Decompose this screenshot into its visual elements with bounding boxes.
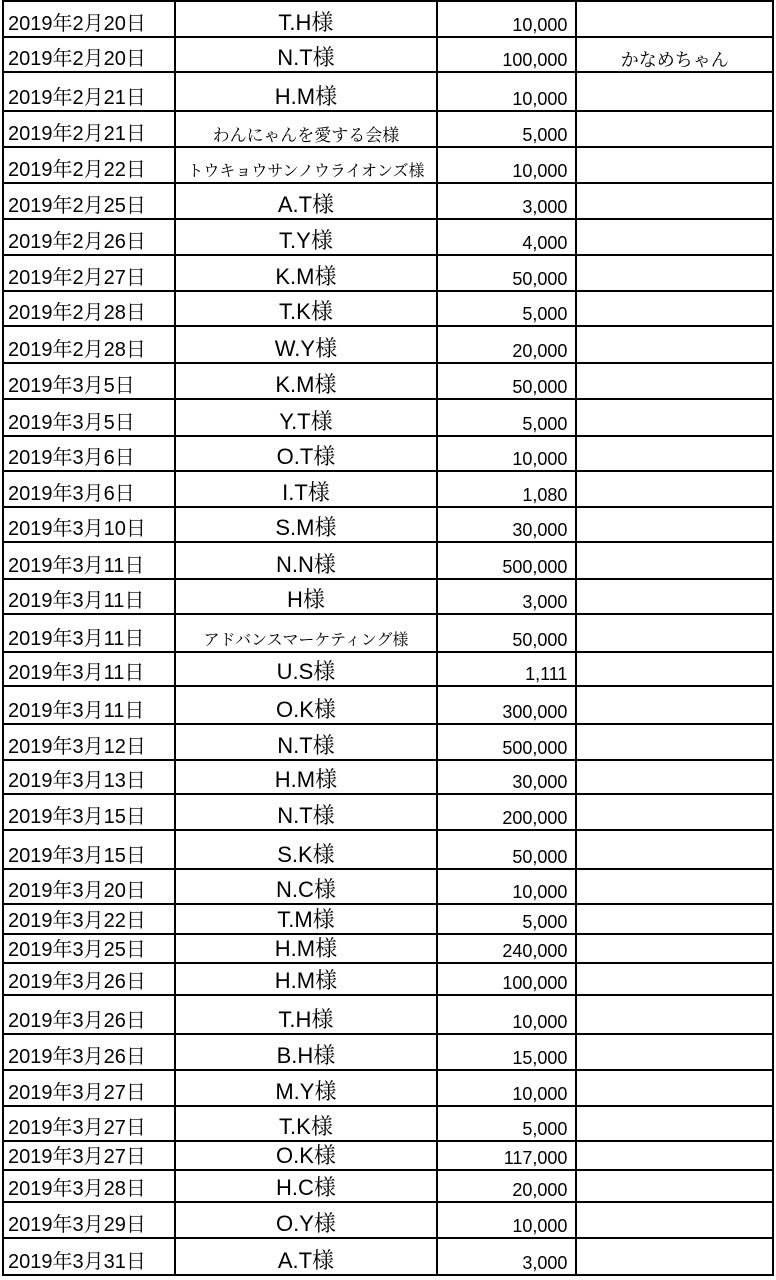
table-row (3, 436, 773, 471)
date-cell: 2019年3月27日 (3, 1070, 175, 1106)
donor-name-cell: T.M様 (175, 904, 436, 934)
note-cell (576, 1202, 773, 1238)
table-row (3, 363, 773, 399)
note-cell (576, 471, 773, 506)
donor-name-cell: H.M様 (175, 934, 436, 963)
table-row (3, 686, 773, 724)
donor-name-cell: I.T様 (175, 471, 436, 506)
table-row (3, 1, 773, 37)
note-cell (576, 724, 773, 760)
date-cell: 2019年2月21日 (3, 72, 175, 111)
table-row (3, 111, 773, 147)
donor-name-cell: N.N様 (175, 542, 436, 579)
donor-name-cell: W.Y様 (175, 326, 436, 363)
note-cell (576, 934, 773, 963)
note-cell (576, 72, 773, 111)
amount-cell: 10,000 (437, 1, 577, 37)
date-cell: 2019年3月15日 (3, 830, 175, 868)
donor-name-cell: O.T様 (175, 436, 436, 471)
table-row (3, 1141, 773, 1170)
date-cell: 2019年2月28日 (3, 291, 175, 326)
note-cell (576, 1170, 773, 1201)
donor-name-cell: Y.T様 (175, 399, 436, 436)
table-row (3, 291, 773, 326)
table-row (3, 830, 773, 868)
amount-cell: 20,000 (437, 1170, 577, 1201)
date-cell: 2019年3月20日 (3, 869, 175, 904)
table-row (3, 147, 773, 182)
amount-cell: 100,000 (437, 37, 577, 72)
table-row (3, 652, 773, 686)
table-row (3, 794, 773, 830)
donor-name-cell: トウキョウサンノウライオンズ様 (175, 147, 436, 182)
date-cell: 2019年3月11日 (3, 614, 175, 652)
donor-name-cell: O.K様 (175, 686, 436, 724)
amount-cell: 20,000 (437, 326, 577, 363)
note-cell (576, 436, 773, 471)
amount-cell: 5,000 (437, 1106, 577, 1141)
date-cell: 2019年2月25日 (3, 183, 175, 219)
donor-name-cell: T.H様 (175, 1, 436, 37)
date-cell: 2019年3月27日 (3, 1141, 175, 1170)
date-cell: 2019年3月5日 (3, 399, 175, 436)
donor-name-cell: A.T様 (175, 1238, 436, 1275)
note-cell (576, 399, 773, 436)
donor-name-cell: N.T様 (175, 794, 436, 830)
donor-name-cell: O.Y様 (175, 1202, 436, 1238)
date-cell: 2019年3月26日 (3, 1034, 175, 1070)
amount-cell: 200,000 (437, 794, 577, 830)
table-row (3, 399, 773, 436)
table-row (3, 542, 773, 579)
table-row (3, 614, 773, 652)
date-cell: 2019年3月11日 (3, 579, 175, 614)
donor-name-cell: K.M様 (175, 255, 436, 291)
amount-cell: 5,000 (437, 399, 577, 436)
date-cell: 2019年3月5日 (3, 363, 175, 399)
donor-name-cell: K.M様 (175, 363, 436, 399)
amount-cell: 4,000 (437, 219, 577, 255)
table-row (3, 326, 773, 363)
table-row (3, 183, 773, 219)
note-cell (576, 111, 773, 147)
note-cell (576, 255, 773, 291)
note-cell (576, 995, 773, 1034)
date-cell: 2019年3月6日 (3, 471, 175, 506)
donor-name-cell: N.C様 (175, 869, 436, 904)
date-cell: 2019年3月22日 (3, 904, 175, 934)
donor-name-cell: H様 (175, 579, 436, 614)
note-cell (576, 614, 773, 652)
note-cell (576, 869, 773, 904)
donor-name-cell: T.K様 (175, 291, 436, 326)
date-cell: 2019年2月20日 (3, 1, 175, 37)
amount-cell: 10,000 (437, 869, 577, 904)
date-cell: 2019年2月20日 (3, 37, 175, 72)
table-row (3, 963, 773, 995)
amount-cell: 1,080 (437, 471, 577, 506)
amount-cell: 10,000 (437, 72, 577, 111)
donor-name-cell: T.H様 (175, 995, 436, 1034)
table-row (3, 1070, 773, 1106)
donation-table (2, 0, 774, 1276)
note-cell (576, 291, 773, 326)
note-cell (576, 1141, 773, 1170)
date-cell: 2019年2月21日 (3, 111, 175, 147)
note-cell (576, 760, 773, 794)
amount-cell: 10,000 (437, 1202, 577, 1238)
donor-name-cell: アドバンスマーケティング様 (175, 614, 436, 652)
amount-cell: 300,000 (437, 686, 577, 724)
table-row (3, 1034, 773, 1070)
donor-name-cell: H.M様 (175, 963, 436, 995)
date-cell: 2019年2月27日 (3, 255, 175, 291)
table-row (3, 507, 773, 542)
date-cell: 2019年3月12日 (3, 724, 175, 760)
donor-name-cell: U.S様 (175, 652, 436, 686)
amount-cell: 10,000 (437, 1070, 577, 1106)
donor-name-cell: N.T様 (175, 724, 436, 760)
donation-table-body (3, 1, 773, 1275)
date-cell: 2019年3月13日 (3, 760, 175, 794)
note-cell (576, 904, 773, 934)
note-cell (576, 794, 773, 830)
table-row (3, 37, 773, 72)
amount-cell: 5,000 (437, 904, 577, 934)
date-cell: 2019年3月11日 (3, 542, 175, 579)
table-row (3, 255, 773, 291)
date-cell: 2019年3月27日 (3, 1106, 175, 1141)
date-cell: 2019年2月28日 (3, 326, 175, 363)
table-row (3, 904, 773, 934)
note-cell (576, 219, 773, 255)
table-row (3, 219, 773, 255)
note-cell (576, 1106, 773, 1141)
amount-cell: 10,000 (437, 436, 577, 471)
note-cell (576, 507, 773, 542)
table-row (3, 471, 773, 506)
donor-name-cell: A.T様 (175, 183, 436, 219)
date-cell: 2019年3月10日 (3, 507, 175, 542)
amount-cell: 3,000 (437, 579, 577, 614)
table-row (3, 934, 773, 963)
amount-cell: 1,111 (437, 652, 577, 686)
donor-name-cell: T.K様 (175, 1106, 436, 1141)
date-cell: 2019年3月25日 (3, 934, 175, 963)
amount-cell: 50,000 (437, 255, 577, 291)
table-row (3, 579, 773, 614)
donor-name-cell: H.M様 (175, 760, 436, 794)
amount-cell: 10,000 (437, 995, 577, 1034)
amount-cell: 50,000 (437, 614, 577, 652)
table-row (3, 760, 773, 794)
note-cell (576, 830, 773, 868)
note-cell (576, 1070, 773, 1106)
date-cell: 2019年2月22日 (3, 147, 175, 182)
donor-name-cell: N.T様 (175, 37, 436, 72)
donor-name-cell: O.K様 (175, 1141, 436, 1170)
note-cell (576, 686, 773, 724)
amount-cell: 3,000 (437, 1238, 577, 1275)
amount-cell: 3,000 (437, 183, 577, 219)
table-row (3, 72, 773, 111)
amount-cell: 500,000 (437, 724, 577, 760)
amount-cell: 50,000 (437, 830, 577, 868)
date-cell: 2019年3月26日 (3, 963, 175, 995)
date-cell: 2019年3月6日 (3, 436, 175, 471)
date-cell: 2019年2月26日 (3, 219, 175, 255)
date-cell: 2019年3月28日 (3, 1170, 175, 1201)
amount-cell: 100,000 (437, 963, 577, 995)
amount-cell: 5,000 (437, 291, 577, 326)
table-row (3, 869, 773, 904)
amount-cell: 5,000 (437, 111, 577, 147)
note-cell (576, 183, 773, 219)
note-cell (576, 1034, 773, 1070)
donor-name-cell: H.C様 (175, 1170, 436, 1201)
date-cell: 2019年3月11日 (3, 652, 175, 686)
amount-cell: 240,000 (437, 934, 577, 963)
amount-cell: 117,000 (437, 1141, 577, 1170)
donor-name-cell: T.Y様 (175, 219, 436, 255)
amount-cell: 10,000 (437, 147, 577, 182)
note-cell (576, 579, 773, 614)
date-cell: 2019年3月29日 (3, 1202, 175, 1238)
table-row (3, 1106, 773, 1141)
note-cell (576, 147, 773, 182)
table-row (3, 995, 773, 1034)
date-cell: 2019年3月26日 (3, 995, 175, 1034)
table-row (3, 1170, 773, 1201)
donor-name-cell: わんにゃんを愛する会様 (175, 111, 436, 147)
note-cell (576, 326, 773, 363)
table-row (3, 1202, 773, 1238)
note-cell (576, 363, 773, 399)
amount-cell: 30,000 (437, 760, 577, 794)
date-cell: 2019年3月11日 (3, 686, 175, 724)
date-cell: 2019年3月31日 (3, 1238, 175, 1275)
donor-name-cell: S.K様 (175, 830, 436, 868)
note-cell (576, 1238, 773, 1275)
amount-cell: 15,000 (437, 1034, 577, 1070)
note-cell (576, 542, 773, 579)
date-cell: 2019年3月15日 (3, 794, 175, 830)
note-cell (576, 652, 773, 686)
table-row (3, 724, 773, 760)
donor-name-cell: M.Y様 (175, 1070, 436, 1106)
note-cell (576, 963, 773, 995)
amount-cell: 50,000 (437, 363, 577, 399)
donor-name-cell: B.H様 (175, 1034, 436, 1070)
amount-cell: 30,000 (437, 507, 577, 542)
table-row (3, 1238, 773, 1275)
donor-name-cell: S.M様 (175, 507, 436, 542)
note-cell (576, 1, 773, 37)
note-cell: かなめちゃん (576, 37, 773, 72)
donor-name-cell: H.M様 (175, 72, 436, 111)
amount-cell: 500,000 (437, 542, 577, 579)
